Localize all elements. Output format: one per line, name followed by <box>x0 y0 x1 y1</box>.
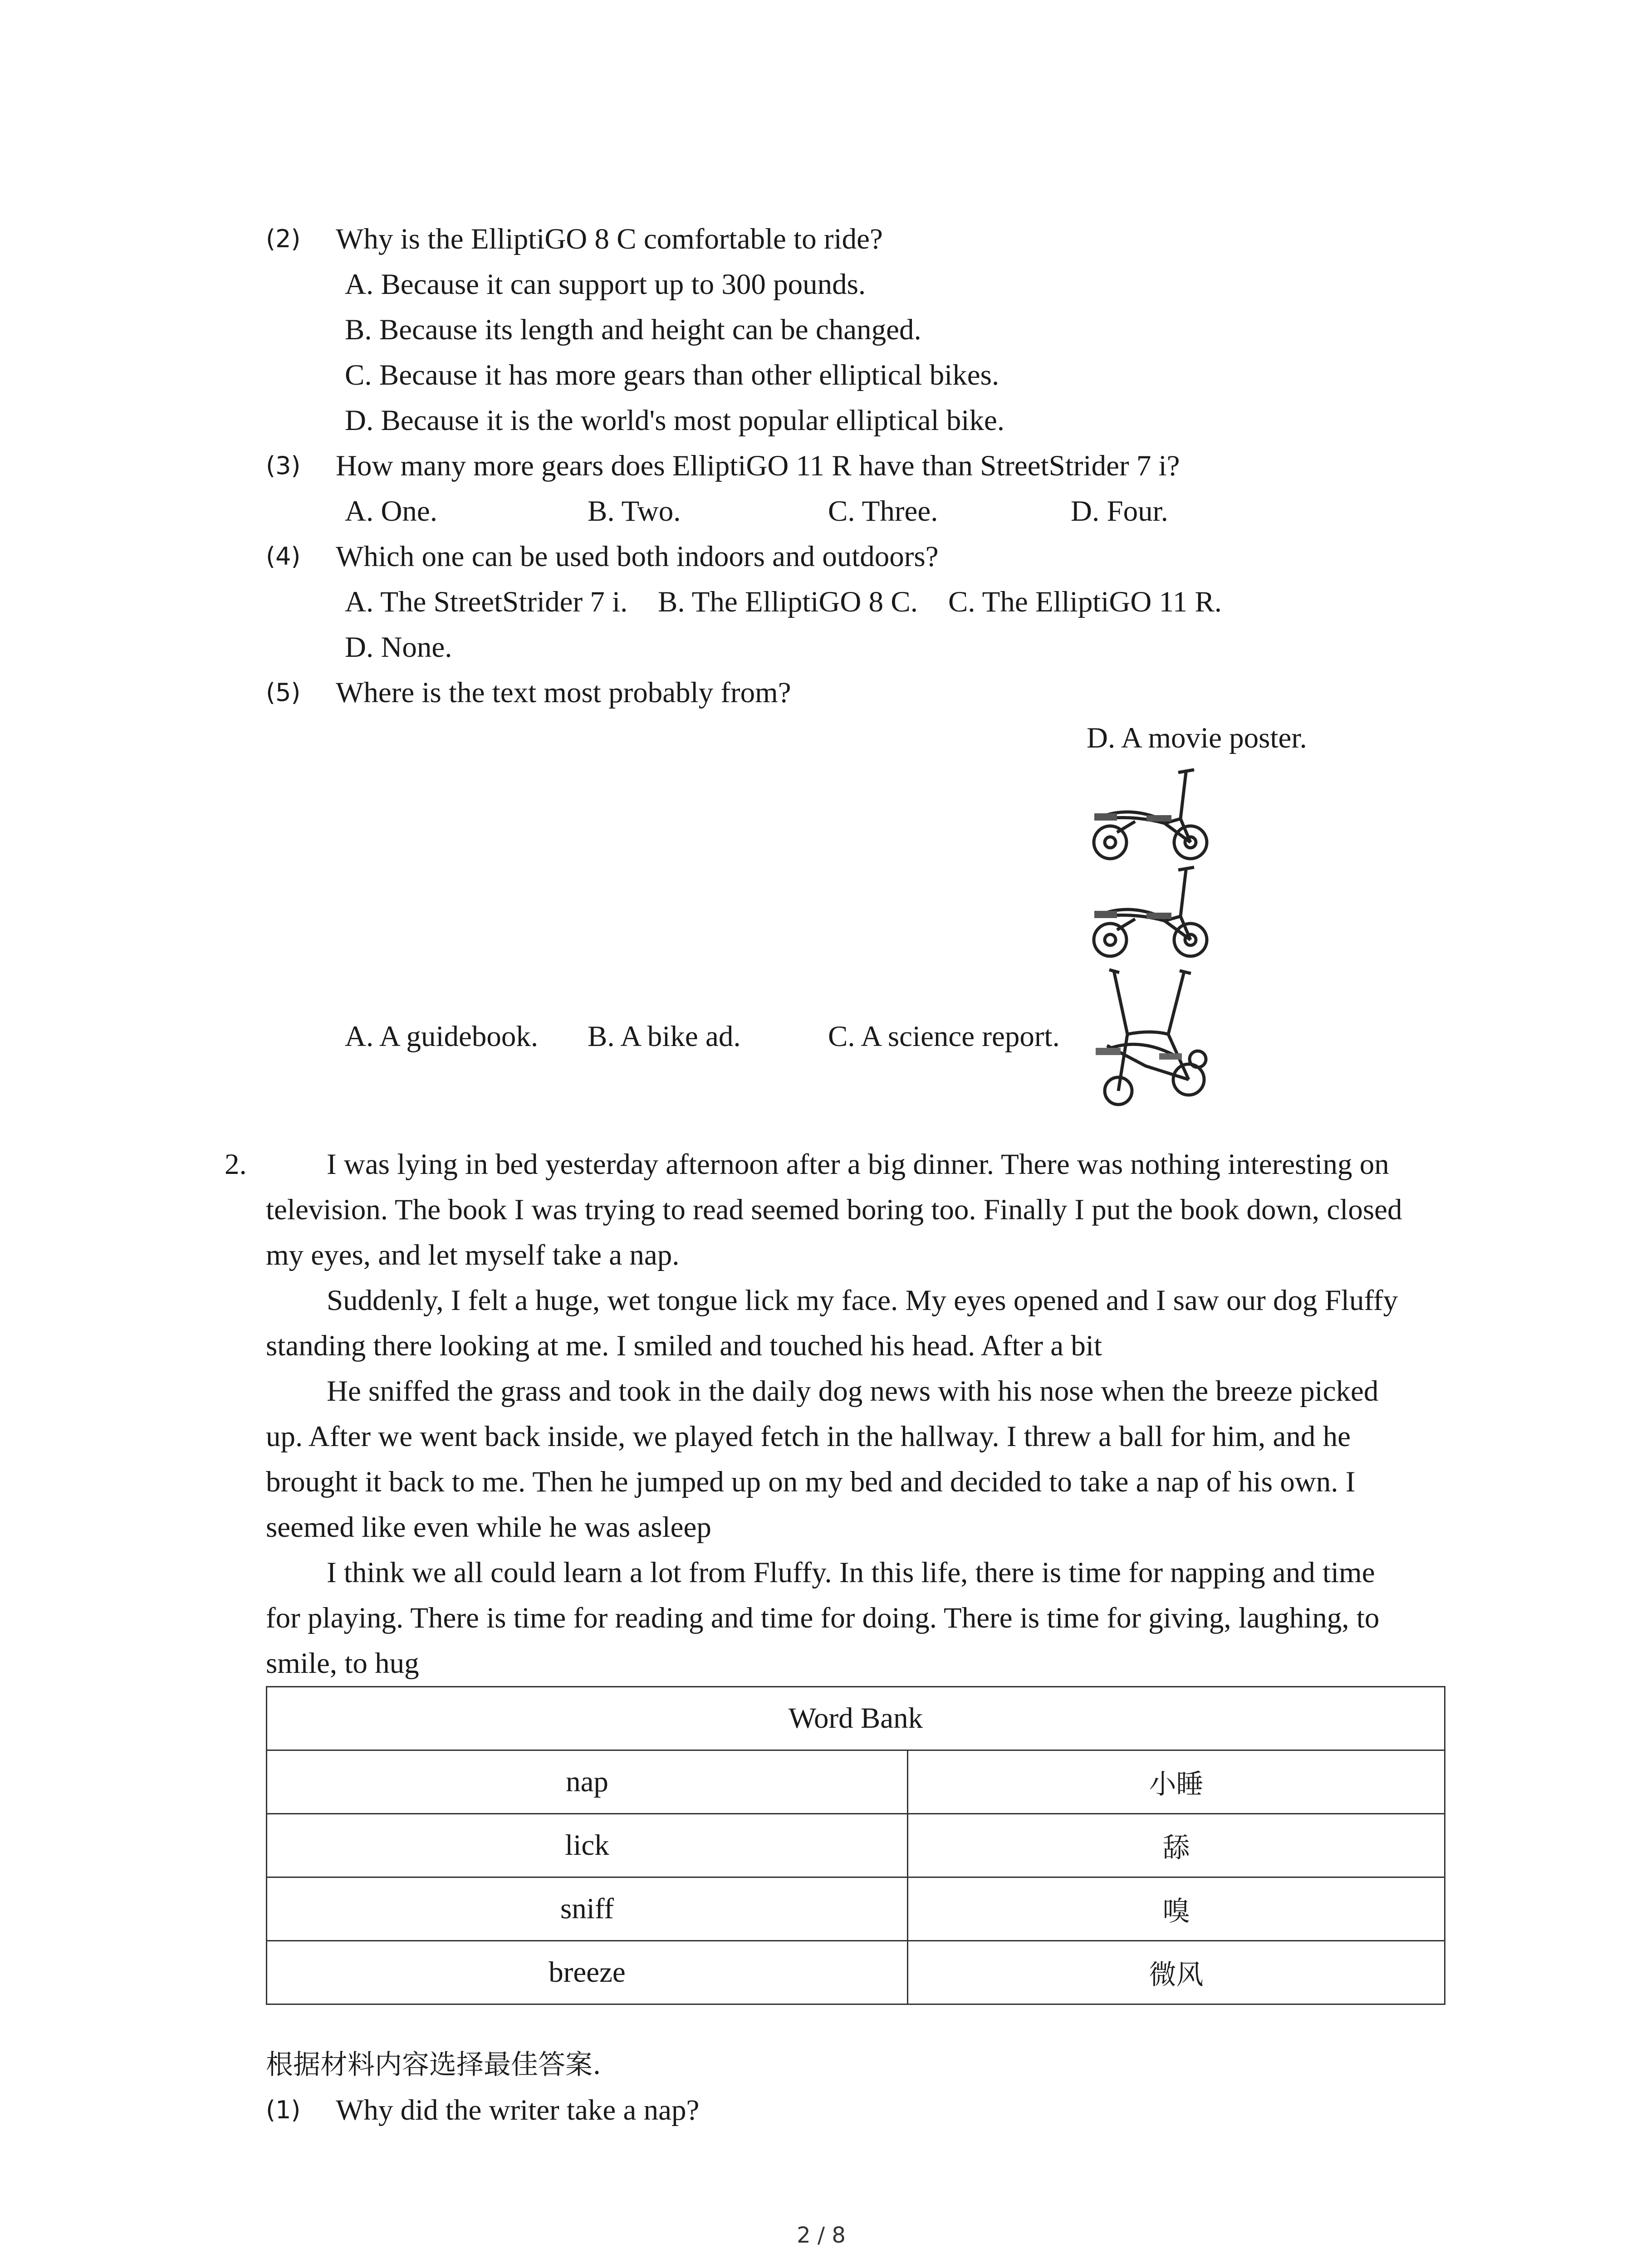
question-stem: Which one can be used both indoors and outdoors? <box>336 540 939 573</box>
passage-line: up. After we went back inside, we played fetch in the hallway. I threw a ball for him, and he <box>266 1420 1351 1453</box>
word-bank-title: Word Bank <box>267 1687 1445 1750</box>
word-chinese: 微风 <box>908 1941 1445 2004</box>
option-c: C. Because it has more gears than other elliptical bikes. <box>345 359 999 391</box>
elliptical-bike-image <box>1085 764 1217 864</box>
passage-number: 2. <box>225 1148 247 1181</box>
question-stem: Where is the text most probably from? <box>336 676 791 709</box>
option-c: C. The ElliptiGO 11 R. <box>948 586 1222 618</box>
passage-line: seemed like even while he was asleep <box>266 1511 711 1544</box>
passage-line: standing there looking at me. I smiled and touched his head. After a bit <box>266 1330 1102 1362</box>
option-b: B. Two. <box>588 495 681 528</box>
word-bank-table <box>266 1686 1445 2005</box>
passage-line: I was lying in bed yesterday afternoon after a big dinner. There was nothing interesting on <box>327 1148 1389 1181</box>
passage-line: smile, to hug <box>266 1647 419 1680</box>
word-english: sniff <box>267 1877 908 1941</box>
question-stem: Why is the ElliptiGO 8 C comfortable to ride? <box>336 223 883 255</box>
question-number: (1) <box>266 2096 301 2124</box>
table-header-row <box>267 1687 1445 1750</box>
passage-line: brought it back to me. Then he jumped up on my bed and decided to take a nap of his own. I <box>266 1466 1356 1498</box>
option-d: D. A movie poster. <box>1087 722 1307 754</box>
option-a: A. The StreetStrider 7 i. <box>345 586 628 618</box>
option-b: B. Because its length and height can be changed. <box>345 313 921 346</box>
elliptical-bike-image <box>1082 966 1214 1116</box>
passage-line: He sniffed the grass and took in the daily dog news with his nose when the breeze picked <box>327 1375 1379 1408</box>
passage-line: for playing. There is time for reading and time for doing. There is time for giving, laughing, to <box>266 1602 1380 1634</box>
option-b: B. The ElliptiGO 8 C. <box>658 586 918 618</box>
option-b: B. A bike ad. <box>588 1020 741 1053</box>
word-chinese: 小睡 <box>908 1750 1445 1814</box>
question-number: (3) <box>266 451 301 480</box>
word-english: nap <box>267 1750 908 1814</box>
question-stem: How many more gears does ElliptiGO 11 R have than StreetStrider 7 i? <box>336 450 1180 482</box>
table-row <box>267 1877 1445 1941</box>
question-number: (2) <box>266 225 301 253</box>
word-chinese: 嗅 <box>908 1877 1445 1941</box>
passage-line: Suddenly, I felt a huge, wet tongue lick my face. My eyes opened and I saw our dog Fluffy <box>327 1284 1398 1317</box>
table-row <box>267 1941 1445 2004</box>
table-row <box>267 1750 1445 1814</box>
option-c: C. A science report. <box>828 1020 1060 1053</box>
option-a: A. A guidebook. <box>345 1020 539 1053</box>
passage-line: my eyes, and let myself take a nap. <box>266 1239 680 1271</box>
question-number: (5) <box>266 678 301 707</box>
word-english: breeze <box>267 1941 908 2004</box>
word-chinese: 舔 <box>908 1814 1445 1877</box>
option-d: D. Because it is the world's most popular elliptical bike. <box>345 404 1005 437</box>
question-number: (4) <box>266 542 301 571</box>
option-d: D. Four. <box>1071 495 1168 528</box>
option-a: A. Because it can support up to 300 pounds. <box>345 268 866 301</box>
option-d: D. None. <box>345 631 452 664</box>
table-row <box>267 1814 1445 1877</box>
option-c: C. Three. <box>828 495 938 528</box>
elliptical-bike-image <box>1085 862 1217 962</box>
option-a: A. One. <box>345 495 437 528</box>
question-stem: Why did the writer take a nap? <box>336 2094 700 2126</box>
instruction-text: 根据材料内容选择最佳答案. <box>266 2049 602 2081</box>
page-number: 2 / 8 <box>797 2223 846 2248</box>
word-english: lick <box>267 1814 908 1877</box>
passage-line: television. The book I was trying to read seemed boring too. Finally I put the book down, closed <box>266 1193 1402 1226</box>
passage-line: I think we all could learn a lot from Fluffy. In this life, there is time for napping and time <box>327 1556 1375 1589</box>
